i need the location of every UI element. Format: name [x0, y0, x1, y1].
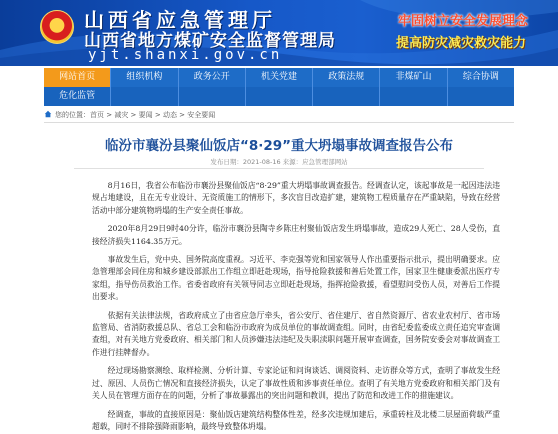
nav-item-2-2[interactable] — [111, 87, 178, 106]
nav-item-party[interactable]: 机关党建 — [246, 68, 313, 87]
article-meta: 发布日期：2021-08-16 来源：应急管理部网站 — [210, 158, 348, 166]
emblem-icon — [40, 10, 74, 44]
site-title: 山西省应急管理厅 — [84, 8, 276, 32]
nav-item-2-6[interactable] — [380, 87, 447, 106]
home-icon — [44, 110, 52, 118]
paragraph: 事故发生后，党中央、国务院高度重视。习近平、李克强等党和国家领导人作出重要指示批示，提出明确要求。应急管理部会同住房和城乡建设部派出工作组立即赶赴现场，指导抢险救援和善后处置工作，国家卫生健康委派出医疗专家组，指导伤员救治工作。省委省政府有关领导同志立即赶赴现场，指挥抢险救援，看望慰问受伤人员，对善后工作提出要求。 — [92, 255, 500, 302]
nav-row-1 — [44, 68, 514, 87]
nav-row-2 — [44, 87, 514, 106]
site-domain: yjt.shanxi.gov.cn — [88, 47, 283, 63]
site-subtitle: 山西省地方煤矿安全监督管理局 — [84, 31, 336, 51]
breadcrumb — [44, 108, 514, 123]
paragraph: 2020年8月29日9时40分许，临汾市襄汾县陶寺乡陈庄村聚仙饭店发生坍塌事故，造成29人死亡、28人受伤，直接经济损失1164.35万元。 — [92, 224, 500, 246]
nav-item-regulations[interactable]: 政策法规 — [313, 68, 380, 87]
divider — [74, 168, 484, 169]
paragraph: 经过现场勘察测绘、取样检测、分析计算、专家论证和问询谈话、调阅资料、走访群众等方式，查明了事故发生经过、原因、人员伤亡情况和直接经济损失，认定了事故性质和涉事责任单位。查明了有关地方党委政府和相关部门及有关人员在管理方面存在的问题，分析了事故暴露出的突出问题和教训，提出了防范和改进工作的措施建议。 — [92, 366, 500, 401]
article — [44, 124, 514, 434]
article-body — [92, 180, 500, 434]
nav-item-organization[interactable]: 组织机构 — [111, 68, 178, 87]
nav-item-nonmining[interactable]: 非煤矿山 — [380, 68, 447, 87]
nav-item-2-5[interactable] — [313, 87, 380, 106]
slogan-line-2: 提高防灾减灾救灾能力 — [396, 36, 527, 51]
nav-item-2-3[interactable] — [179, 87, 246, 106]
nav-item-home[interactable]: 网站首页 — [44, 68, 111, 87]
article-title: 临汾市襄汾县聚仙饭店“8·29”重大坍塌事故调查报告公布 — [104, 138, 454, 154]
nav-item-coordination[interactable]: 综合协调 — [462, 72, 499, 82]
site-header — [0, 0, 558, 66]
main-nav — [44, 68, 514, 106]
paragraph: 依据有关法律法规，省政府成立了由省应急厅牵头，省公安厅、省住建厅、省自然资源厅、省农业农村厅、省市场监管局、省消防救援总队、省总工会和临汾市政府为成员单位的事故调查组。同时，由省纪委监委成立责任追究审查调查组，对有关地方党委政府、相关部门和人员涉嫌违法违纪及失职渎职问题开展审查调查，国务院安委会对事故调查工作进行挂牌督办。 — [92, 310, 500, 357]
slogan-line-1: 牢固树立安全发展理念 — [398, 14, 529, 29]
paragraph: 8月16日，我省公布临汾市襄汾县聚仙饭店“8·29”重大坍塌事故调查报告。经调查认定，该起事故是一起因违法违规占地建设，且在无专业设计、无资质施工的情形下，多次盲目改造扩建，建筑物工程质量存在严重缺陷，导致在经营活动中部分建筑物坍塌的生产安全责任事故。 — [92, 181, 500, 215]
nav-item-2-7[interactable] — [448, 87, 514, 106]
breadcrumb-text[interactable]: 您的位置：首页 > 减灾 > 要闻 > 动态 > 安全要闻 — [55, 111, 216, 119]
paragraph: 经调查，事故的直接原因是：聚仙饭店建筑结构整体性差，经多次违规加建后，承重砖柱及北楼二层屋面荷载严重超载，同时不排除强降雨影响，最终导致整体坍塌。 — [92, 409, 500, 431]
nav-item-disclosure[interactable]: 政务公开 — [179, 68, 246, 87]
nav-item-2-4[interactable] — [246, 87, 313, 106]
nav-item-hazchem[interactable]: 危化监管 — [44, 87, 111, 106]
